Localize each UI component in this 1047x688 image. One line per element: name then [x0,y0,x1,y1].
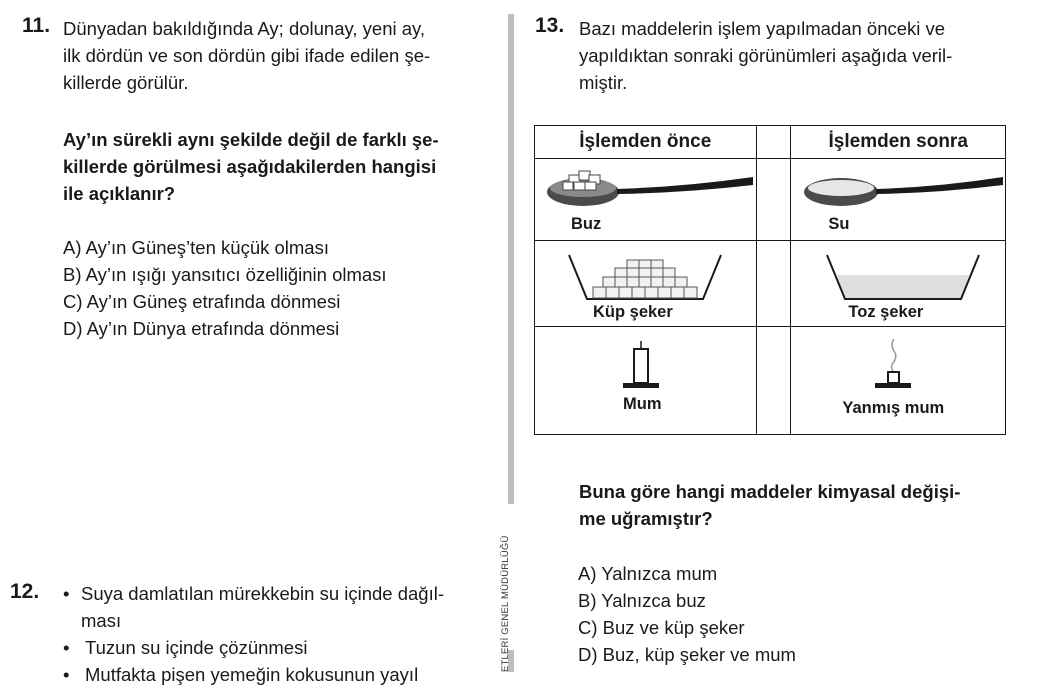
header-before: İşlemden önce [535,126,757,159]
stem-line: yapıldıktan sonraki görünümleri aşağıda veril- [579,45,953,66]
question-13-stem [579,15,952,96]
table-spacer-cell [756,126,791,159]
water-cell [791,159,1006,241]
prompt-line: Buna göre hangi maddeler kimyasal değişi- [579,481,961,502]
bullet-line: Mutfakta pişen yemeğin kokusunun yayıl [85,664,419,685]
question-13-number: 13. [535,14,565,37]
margin-label-text: ETLERİ GENEL MÜDÜRLÜĞÜ [500,535,511,672]
bullet-item [63,580,503,634]
bullet-item [63,661,503,688]
prompt-line: me uğramıştır? [579,508,713,529]
bullet-dot: • [63,583,70,604]
margin-label [500,512,519,672]
spoon-with-water-icon [799,165,1005,217]
question-11-options [63,234,387,342]
bullet-line: Suya damlatılan mürekkebin su içinde dağıl- [81,583,444,604]
table-header-row [535,126,1006,159]
bullet-line: Tuzun su içinde çözünmesi [85,637,308,658]
table-row [535,327,1006,435]
prompt-line: killerde görülmesi aşağıdakilerden hangisi [63,156,437,177]
burnt-candle-icon [873,337,913,391]
question-11-stem [63,15,430,96]
option-d[interactable]: D) Ay’ın Dünya etrafında dönmesi [63,318,340,339]
stem-line: Dünyadan bakıldığında Ay; dolunay, yeni ay, [63,18,426,39]
option-b[interactable]: B) Ay’ın ışığı yansıtıcı özelliğinin olması [63,264,387,285]
process-table [534,125,1006,435]
table-row [535,159,1006,241]
stem-line: killerde görülür. [63,72,189,93]
caption-burnt-candle: Yanmış mum [842,399,945,417]
stem-line: Bazı maddelerin işlem yapılmadan önceki ve [579,18,946,39]
stem-line: ilk dördün ve son dördün gibi ifade edilen şe- [63,45,431,66]
candle-cell [535,327,757,435]
bullet-dot: • [63,637,70,658]
question-13-options [578,560,796,668]
burnt-candle-cell [791,327,1006,435]
candle-icon [621,339,661,391]
question-12-number: 12. [10,580,40,603]
option-c[interactable]: C) Ay’ın Güneş etrafında dönmesi [63,291,341,312]
table-spacer-cell [756,241,791,327]
powdered-sugar-cell [791,241,1006,327]
stem-line: miştir. [579,72,628,93]
prompt-line: Ay’ın sürekli aynı şekilde değil de farklı şe- [63,129,439,150]
option-a[interactable]: A) Ay’ın Güneş’ten küçük olması [63,237,329,258]
caption-powdered-sugar: Toz şeker [848,303,924,321]
question-13-prompt [579,478,960,532]
table-row [535,241,1006,327]
column-divider [508,14,514,504]
caption-water: Su [828,215,850,233]
bullet-line: ması [81,610,122,631]
bullet-dot: • [63,664,70,685]
option-c[interactable]: C) Buz ve küp şeker [578,617,745,638]
caption-candle: Mum [623,395,662,413]
option-d[interactable]: D) Buz, küp şeker ve mum [578,644,796,665]
caption-sugar-cube: Küp şeker [593,303,673,321]
table-spacer-cell [756,159,791,241]
option-a[interactable]: A) Yalnızca mum [578,563,718,584]
prompt-line: ile açıklanır? [63,183,176,204]
question-11-number: 11. [22,14,51,37]
sugar-cube-cell [535,241,757,327]
caption-ice: Buz [571,215,602,233]
table-spacer-cell [756,327,791,435]
question-11-prompt [63,126,439,207]
bullet-item [63,634,503,661]
bowl-with-sugar-cubes-icon [565,253,725,303]
option-b[interactable]: B) Yalnızca buz [578,590,706,611]
header-after: İşlemden sonra [791,126,1006,159]
spoon-with-ice-icon [543,165,755,217]
bowl-with-powdered-sugar-icon [823,253,983,303]
ice-cell [535,159,757,241]
